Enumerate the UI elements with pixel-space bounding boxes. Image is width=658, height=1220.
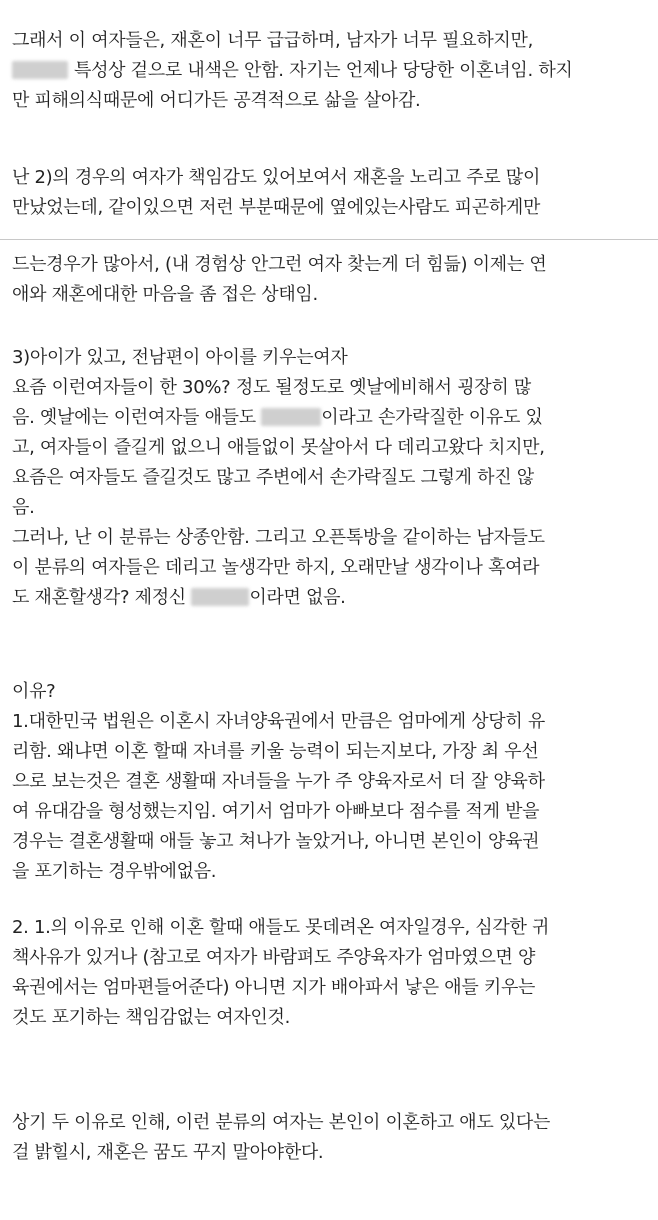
text-line: 그러나, 난 이 분류는 상종안함. 그리고 오픈톡방을 같이하는 남자들도: [12, 527, 545, 548]
text-line: 요즘은 여자들도 즐길것도 많고 주변에서 손가락질도 그렇게 하진 않: [12, 467, 534, 488]
text-line: 드는경우가 많아서, (내 경험상 안그런 여자 찾는게 더 힘듦) 이제는 연: [12, 254, 547, 275]
text-line: 걸 밝힐시, 재혼은 꿈도 꾸지 말아야한다.: [12, 1142, 324, 1163]
text-line: 것도 포기하는 책임감없는 여자인것.: [12, 1007, 291, 1028]
screenshot-divider: [0, 239, 658, 240]
text-line: [12, 56, 652, 86]
text-line: 애와 재혼에대한 마음을 좀 접은 상태임.: [12, 284, 318, 305]
redacted-word: [191, 588, 249, 606]
text-line: [12, 403, 652, 433]
paragraph-experience: [12, 163, 652, 223]
text-line: 이유?: [12, 681, 56, 702]
paragraph-category-3: [12, 343, 652, 613]
text-line: 2. 1.의 이유로 인해 이혼 할때 애들도 못데려온 여자일경우, 심각한 귀: [12, 917, 550, 938]
text-line: 1.대한민국 법원은 이혼시 자녀양육권에서 만큼은 엄마에게 상당히 유: [12, 711, 545, 732]
text-line: 만났었는데, 같이있으면 저런 부분때문에 옆에있는사람도 피곤하게만: [12, 197, 541, 218]
text-line: 을 포기하는 경우밖에없음.: [12, 861, 217, 882]
text-line: 난 2)의 경우의 여자가 책임감도 있어보여서 재혼을 노리고 주로 많이: [12, 167, 541, 188]
text-line: 고, 여자들이 즐길게 없으니 애들없이 못살아서 다 데리고왔다 치지만,: [12, 437, 545, 458]
paragraph-reasons: [12, 677, 652, 887]
paragraph-conclusion: [12, 1108, 652, 1168]
text-line: 으로 보는것은 결혼 생활때 자녀들을 누가 주 양육자로서 더 잘 양육하: [12, 771, 545, 792]
redacted-word: [12, 61, 68, 79]
text-line: 이 분류의 여자들은 데리고 놀생각만 하지, 오래만날 생각이나 혹여라: [12, 557, 540, 578]
text-line: 상기 두 이유로 인해, 이런 분류의 여자는 본인이 이혼하고 애도 있다는: [12, 1112, 551, 1133]
text-line: 3)아이가 있고, 전남편이 아이를 키우는여자: [12, 347, 348, 368]
paragraph-reason-2: [12, 913, 652, 1033]
text-line-content: 도 재혼할생각? 제정신: [12, 587, 192, 608]
text-line-content: 음. 옛날에는 이런여자들 애들도: [12, 407, 262, 428]
redacted-word: [261, 408, 321, 426]
text-line: 경우는 결혼생활때 애들 놓고 쳐나가 놀았거나, 아니면 본인이 양육권: [12, 831, 540, 852]
text-line-content: 이라고 손가락질한 이유도 있: [321, 407, 543, 428]
text-line-content: 특성상 겉으로 내색은 안함. 자기는 언제나 당당한 이혼녀임. 하지: [74, 60, 573, 81]
text-line-content: 이라면 없음.: [249, 587, 346, 608]
text-line: 요즘 이런여자들이 한 30%? 정도 될정도로 옛날에비해서 굉장히 많: [12, 377, 531, 398]
text-line: 음.: [12, 497, 35, 518]
paragraph-experience-cont: [12, 250, 652, 310]
text-line: 만 피해의식때문에 어디가든 공격적으로 삶을 살아감.: [12, 90, 421, 111]
text-line: [12, 583, 652, 613]
paragraph-intro: [12, 26, 652, 116]
text-line: 육권에서는 엄마편들어준다) 아니면 지가 배아파서 낳은 애들 키우는: [12, 977, 536, 998]
text-line: 리함. 왜냐면 이혼 할때 자녀를 키울 능력이 되는지보다, 가장 최 우선: [12, 741, 539, 762]
text-line: 책사유가 있거나 (참고로 여자가 바람펴도 주양육자가 엄마였으면 양: [12, 947, 536, 968]
text-line: 그래서 이 여자들은, 재혼이 너무 급급하며, 남자가 너무 필요하지만,: [12, 30, 534, 51]
text-line: 여 유대감을 형성했는지임. 여기서 엄마가 아빠보다 점수를 적게 받을: [12, 801, 540, 822]
